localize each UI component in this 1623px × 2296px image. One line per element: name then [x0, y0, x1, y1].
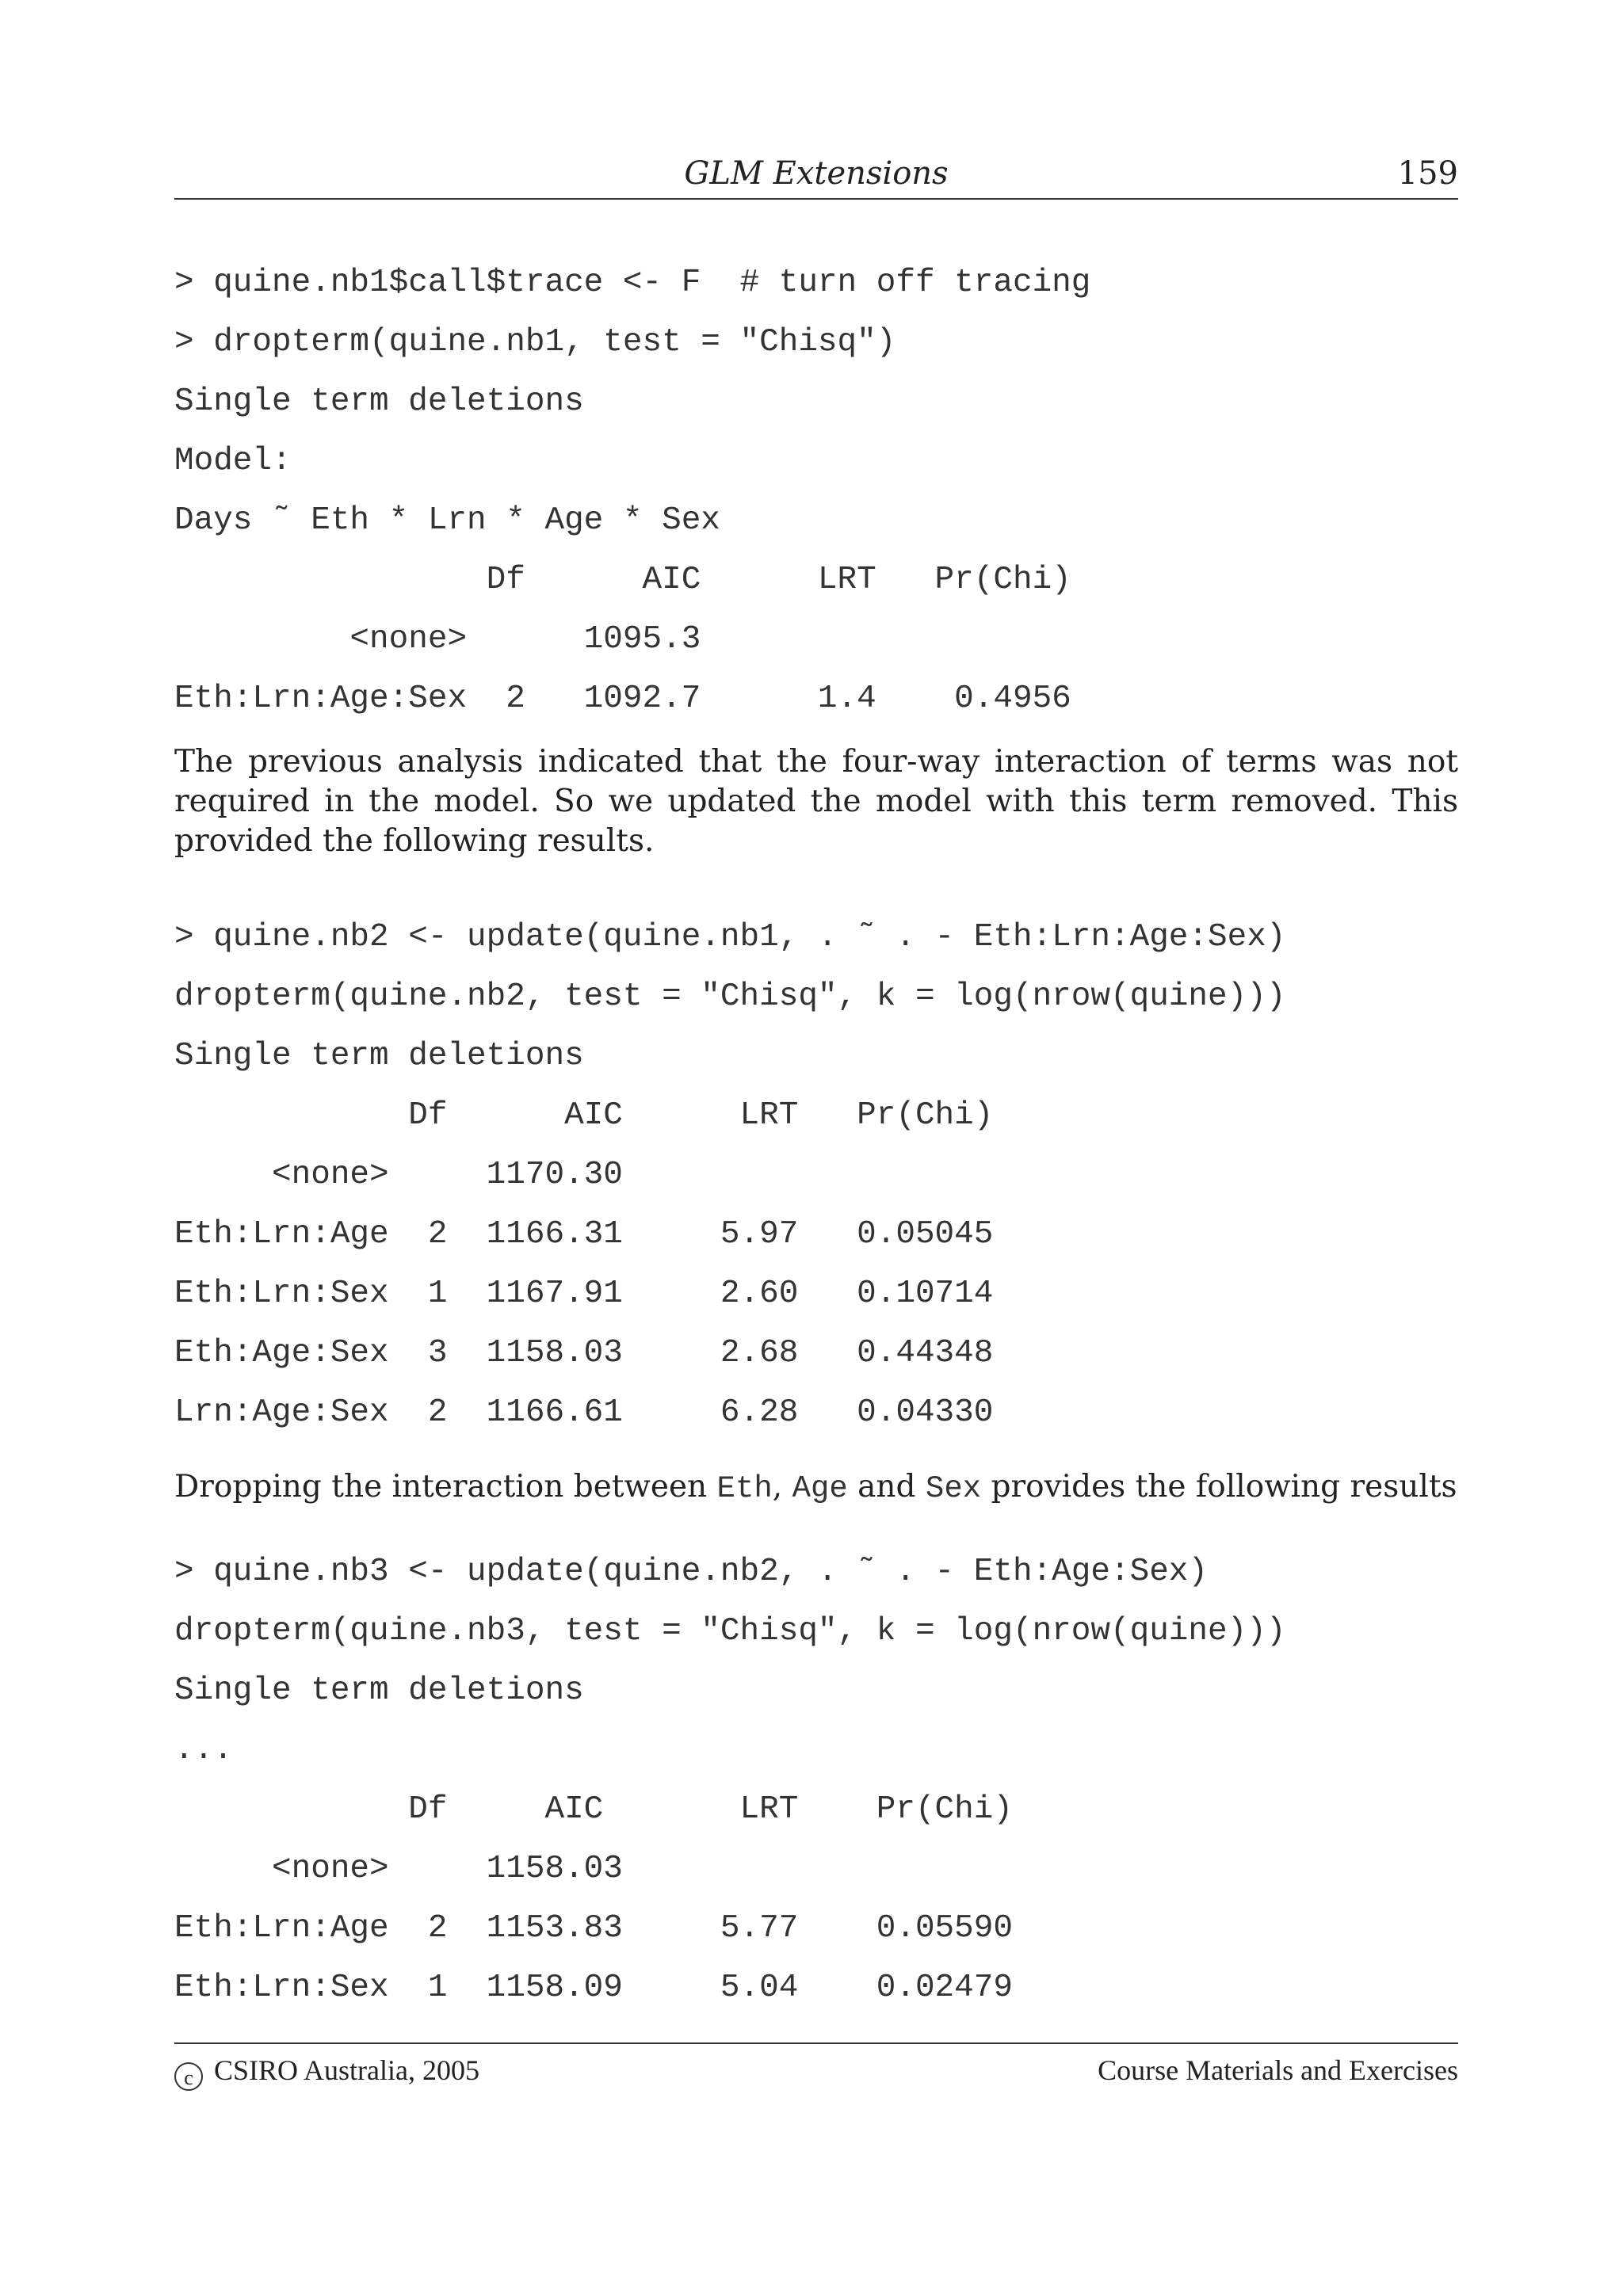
page-header	[174, 151, 1458, 198]
code-line: > dropterm(quine.nb1, test = "Chisq")	[174, 324, 896, 360]
inline-code-age: Age	[792, 1471, 848, 1506]
code-block-2	[174, 908, 1285, 1443]
code-line: Df AIC LRT Pr(Chi)	[174, 562, 1071, 598]
footer-course-title: Course Materials and Exercises	[1098, 2054, 1458, 2086]
page-number: 159	[1397, 155, 1458, 192]
text: and	[847, 1469, 926, 1505]
code-line: dropterm(quine.nb3, test = "Chisq", k = log(nrow(quine)))	[174, 1613, 1286, 1650]
code-line: Eth:Lrn:Age 2 1166.31 5.97 0.05045	[174, 1216, 994, 1253]
footer-rule	[174, 2042, 1458, 2044]
code-line: Eth:Lrn:Sex 1 1158.09 5.04 0.02479	[174, 1970, 1013, 2006]
page-footer	[174, 2054, 1458, 2093]
footer-copyright	[174, 2054, 479, 2091]
code-line: Lrn:Age:Sex 2 1166.61 6.28 0.04330	[174, 1394, 994, 1431]
text: ,	[772, 1469, 792, 1505]
body-paragraph-dropping	[174, 1467, 1458, 1508]
inline-code-eth: Eth	[716, 1471, 773, 1506]
code-line: > quine.nb1$call$trace <- F # turn off tracing	[174, 265, 1091, 301]
header-rule	[174, 198, 1458, 200]
code-line: > quine.nb3 <- update(quine.nb2, . ˜ . - Eth:Age:Sex)	[174, 1554, 1209, 1590]
document-page	[174, 0, 1458, 2296]
code-line: Df AIC LRT Pr(Chi)	[174, 1097, 994, 1134]
code-line: <none> 1170.30	[174, 1157, 623, 1193]
code-line: Eth:Age:Sex 3 1158.03 2.68 0.44348	[174, 1335, 994, 1371]
text: Dropping the interaction between	[174, 1469, 717, 1505]
code-line: Df AIC LRT Pr(Chi)	[174, 1791, 1013, 1828]
code-line: Single term deletions	[174, 1672, 584, 1709]
code-line: Eth:Lrn:Sex 1 1167.91 2.60 0.10714	[174, 1276, 994, 1312]
text: provides the following results	[981, 1469, 1457, 1505]
code-line: <none> 1095.3	[174, 621, 701, 658]
code-line: Days ˜ Eth * Lrn * Age * Sex	[174, 502, 720, 539]
copyright-icon: c	[174, 2062, 203, 2091]
copyright-text: CSIRO Australia, 2005	[214, 2054, 480, 2086]
code-line: Eth:Lrn:Age 2 1153.83 5.77 0.05590	[174, 1910, 1013, 1947]
code-line: Eth:Lrn:Age:Sex 2 1092.7 1.4 0.4956	[174, 681, 1071, 717]
running-title: GLM Extensions	[684, 155, 949, 192]
code-line: Single term deletions	[174, 1038, 584, 1074]
code-line: ...	[174, 1732, 233, 1768]
body-paragraph: The previous analysis indicated that the four-way interaction of terms was not required in the model. So we updated the model with this term removed. This provided the following results.	[174, 744, 1458, 859]
code-block-1	[174, 254, 1090, 729]
code-block-3	[174, 1543, 1285, 2018]
inline-code-sex: Sex	[925, 1471, 982, 1506]
code-line: <none> 1158.03	[174, 1851, 623, 1887]
code-line: Single term deletions	[174, 383, 584, 420]
code-line: > quine.nb2 <- update(quine.nb1, . ˜ . - Eth:Lrn:Age:Sex)	[174, 919, 1286, 955]
code-line: dropterm(quine.nb2, test = "Chisq", k = log(nrow(quine)))	[174, 978, 1286, 1015]
code-line: Model:	[174, 443, 292, 479]
